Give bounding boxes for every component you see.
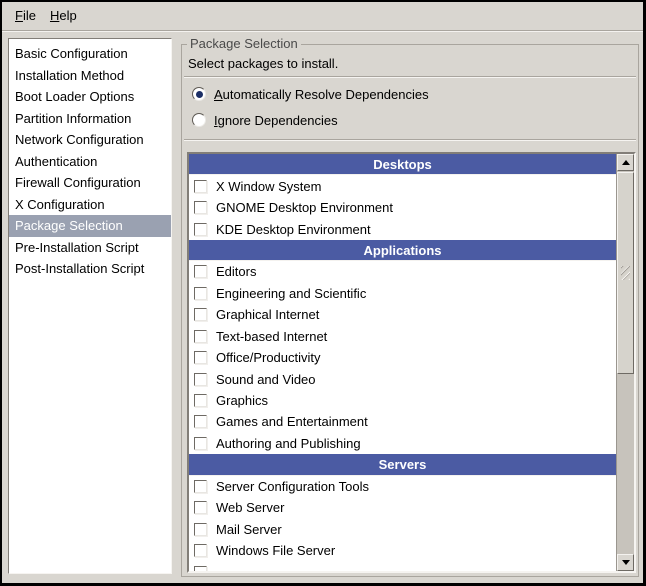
package-row-graphical-internet[interactable] [189, 304, 616, 325]
package-row-server-configuration-tools[interactable] [189, 476, 616, 497]
package-checkbox[interactable] [194, 501, 207, 514]
package-checkbox[interactable] [194, 373, 207, 386]
menu-help[interactable]: Help [49, 8, 77, 23]
package-checkbox[interactable] [194, 394, 207, 407]
package-selection-frame [181, 36, 639, 577]
package-label: X Window System [216, 178, 322, 194]
package-row-kde-desktop-environment[interactable] [189, 218, 616, 239]
package-label: Games and Entertainment [216, 414, 368, 430]
sidebar-item-package-selection[interactable]: Package Selection [9, 215, 171, 237]
frame-title: Package Selection [187, 36, 301, 51]
package-label: Web Server [216, 500, 285, 516]
scroll-down-button[interactable] [617, 554, 634, 571]
group-header-applications: Applications [189, 240, 616, 261]
separator [184, 76, 636, 78]
package-row-engineering-and-scientific[interactable] [189, 283, 616, 304]
radio-selected-icon[interactable] [192, 87, 206, 101]
package-checkbox[interactable] [194, 180, 207, 193]
menu-bar [2, 2, 643, 31]
sidebar-item-network-configuration[interactable]: Network Configuration [15, 132, 144, 147]
package-checkbox[interactable] [194, 566, 207, 571]
scroll-down-icon [622, 560, 630, 565]
package-row-blank[interactable] [189, 561, 616, 571]
radio-automatically-resolve-dependencies[interactable] [192, 86, 429, 102]
package-row-text-based-internet[interactable] [189, 326, 616, 347]
group-header-desktops: Desktops [189, 154, 616, 175]
package-checkbox[interactable] [194, 223, 207, 236]
package-checkbox[interactable] [194, 201, 207, 214]
sidebar-item-basic-configuration[interactable]: Basic Configuration [15, 46, 128, 61]
menu-file[interactable]: File [15, 8, 36, 23]
radio-ignore-dependencies[interactable] [192, 112, 338, 128]
scroll-up-icon [622, 160, 630, 165]
package-list-box [187, 152, 636, 573]
sidebar-item-authentication[interactable]: Authentication [15, 153, 98, 169]
package-label: Mail Server [216, 521, 282, 537]
package-label: Authoring and Publishing [216, 435, 361, 451]
package-checkbox[interactable] [194, 523, 207, 536]
package-row-office-productivity[interactable] [189, 347, 616, 368]
package-checkbox[interactable] [194, 265, 207, 278]
package-row-authoring-and-publishing[interactable] [189, 433, 616, 454]
package-list [189, 154, 616, 571]
scrollbar-thumb[interactable] [617, 172, 634, 374]
package-checkbox[interactable] [194, 287, 207, 300]
sidebar-item-post-installation-script[interactable]: Post-Installation Script [15, 261, 145, 276]
sidebar-item-firewall-configuration[interactable]: Firewall Configuration [15, 175, 141, 190]
package-row-x-window-system[interactable] [189, 175, 616, 196]
package-checkbox[interactable] [194, 330, 207, 343]
package-checkbox[interactable] [194, 480, 207, 493]
sidebar-item-installation-method[interactable]: Installation Method [15, 67, 125, 83]
package-row-mail-server[interactable] [189, 518, 616, 539]
section-list [8, 38, 172, 574]
package-checkbox[interactable] [194, 415, 207, 428]
package-label: Server Configuration Tools [216, 478, 369, 494]
package-label: Engineering and Scientific [216, 285, 367, 301]
package-label: Graphics [216, 393, 269, 409]
radio-dot-icon [196, 91, 203, 98]
package-label: GNOME Desktop Environment [216, 200, 394, 216]
package-label: Text-based Internet [216, 328, 328, 344]
package-checkbox[interactable] [194, 351, 207, 364]
package-row-games-and-entertainment[interactable] [189, 411, 616, 432]
package-checkbox[interactable] [194, 544, 207, 557]
package-row-web-server[interactable] [189, 497, 616, 518]
radio-label: Automatically Resolve Dependencies [214, 86, 429, 102]
scroll-up-button[interactable] [617, 154, 634, 171]
package-label: Editors [216, 264, 257, 280]
package-row-graphics[interactable] [189, 390, 616, 411]
package-row-sound-and-video[interactable] [189, 368, 616, 389]
vertical-scrollbar[interactable] [616, 154, 634, 571]
sidebar-item-x-configuration[interactable]: X Configuration [15, 196, 105, 212]
package-row-gnome-desktop-environment[interactable] [189, 197, 616, 218]
separator [184, 139, 636, 141]
sidebar-item-partition-information[interactable]: Partition Information [15, 110, 132, 126]
radio-label: Ignore Dependencies [214, 112, 338, 128]
instruction-text: Select packages to install. [188, 56, 339, 71]
scrollbar-grip-icon [621, 266, 630, 280]
radio-unselected-icon[interactable] [192, 113, 206, 127]
sidebar-item-pre-installation-script[interactable]: Pre-Installation Script [15, 239, 139, 255]
package-label: Sound and Video [216, 371, 316, 387]
package-label: Graphical Internet [216, 307, 320, 323]
package-label: KDE Desktop Environment [216, 221, 371, 237]
package-row-windows-file-server[interactable] [189, 540, 616, 561]
group-header-servers: Servers [189, 454, 616, 475]
package-label: Office/Productivity [216, 350, 321, 366]
package-checkbox[interactable] [194, 308, 207, 321]
package-row-editors[interactable] [189, 261, 616, 282]
package-checkbox[interactable] [194, 437, 207, 450]
sidebar-item-boot-loader-options[interactable]: Boot Loader Options [15, 89, 135, 104]
package-label: Windows File Server [216, 543, 336, 559]
